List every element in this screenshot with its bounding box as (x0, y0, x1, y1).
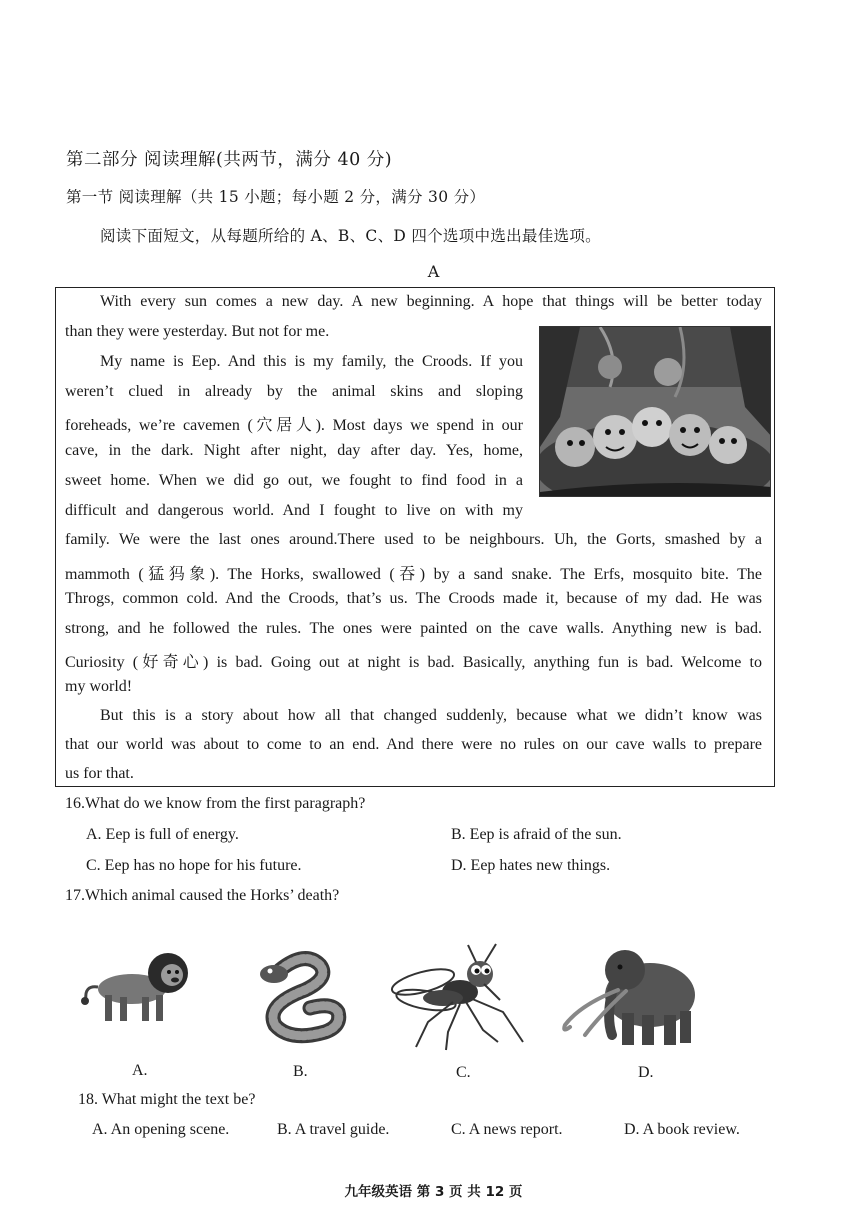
passage-line: But this is a story about how all that changed suddenly, because what we didn’t know was (100, 707, 762, 724)
mammoth-icon[interactable] (560, 945, 705, 1050)
passage-line: weren’t clued in already by the animal skins and sloping (65, 383, 523, 400)
q17-option-b[interactable]: B. (293, 1063, 308, 1080)
lion-icon[interactable] (80, 945, 190, 1025)
passage-line: Curiosity (好奇心) is bad. Going out at night is bad. Basically, anything fun is bad. Welcome to (65, 654, 762, 671)
q16-option-c[interactable]: C. Eep has no hope for his future. (86, 857, 302, 874)
q17-option-c[interactable]: C. (456, 1064, 471, 1081)
passage-line: mammoth (猛犸象). The Horks, swallowed (吞) by a sand snake. The Erfs, mosquito bite. The (65, 566, 762, 583)
passage-line: My name is Eep. And this is my family, the Croods. If you (100, 353, 523, 370)
q17-option-d[interactable]: D. (638, 1064, 654, 1081)
passage-line: that our world was about to come to an end. And there were no rules on our cave walls to prepare (65, 736, 762, 753)
q16-option-b[interactable]: B. Eep is afraid of the sun. (451, 826, 622, 843)
q16-option-a[interactable]: A. Eep is full of energy. (86, 826, 239, 843)
passage-line: strong, and he followed the rules. The ones were painted on the cave walls. Anything new is bad. (65, 620, 762, 637)
q16-option-d[interactable]: D. Eep hates new things. (451, 857, 611, 874)
snake-icon[interactable] (250, 950, 350, 1045)
passage-line: sweet home. When we did go out, we fought to find food in a (65, 472, 523, 489)
question-16-stem: 16.What do we know from the first paragraph? (65, 795, 366, 812)
q17-option-a[interactable]: A. (132, 1062, 148, 1079)
q18-option-c[interactable]: C. A news report. (451, 1121, 563, 1138)
passage-line: difficult and dangerous world. And I fought to live on with my (65, 502, 523, 519)
passage-line: Throgs, common cold. And the Croods, that’s us. The Croods made it, because of my dad. He was (65, 590, 762, 607)
passage-line: family. We were the last ones around.There used to be neighbours. Uh, the Gorts, smashed by a (65, 531, 762, 548)
croods-family-illustration (539, 326, 771, 497)
section-heading: 第一节 阅读理解（共 15 小题；每小题 2 分，满分 30 分） (66, 188, 486, 206)
passage-line: than they were yesterday. But not for me. (65, 323, 330, 340)
passage-line: cave, in the dark. Night after night, day after day. Yes, home, (65, 442, 523, 459)
instruction-text: 阅读下面短文，从每题所给的 A、B、C、D 四个选项中选出最佳选项。 (100, 227, 601, 245)
mosquito-icon[interactable] (388, 942, 528, 1052)
passage-line: With every sun comes a new day. A new beginning. A hope that things will be better today (100, 293, 762, 310)
q18-option-b[interactable]: B. A travel guide. (277, 1121, 390, 1138)
part-heading: 第二部分 阅读理解(共两节，满分 40 分) (66, 150, 393, 170)
q18-option-d[interactable]: D. A book review. (624, 1121, 740, 1138)
question-18-stem: 18. What might the text be? (78, 1091, 256, 1108)
q18-option-a[interactable]: A. An opening scene. (92, 1121, 230, 1138)
passage-line: foreheads, we’re cavemen (穴居人). Most days we spend in our (65, 417, 523, 434)
page-footer: 九年级英语 第 3 页 共 12 页 (344, 1184, 523, 1200)
passage-label: A (427, 262, 440, 281)
passage-line: my world! (65, 678, 133, 695)
question-17-stem: 17.Which animal caused the Horks’ death? (65, 887, 340, 904)
passage-line: us for that. (65, 765, 134, 782)
